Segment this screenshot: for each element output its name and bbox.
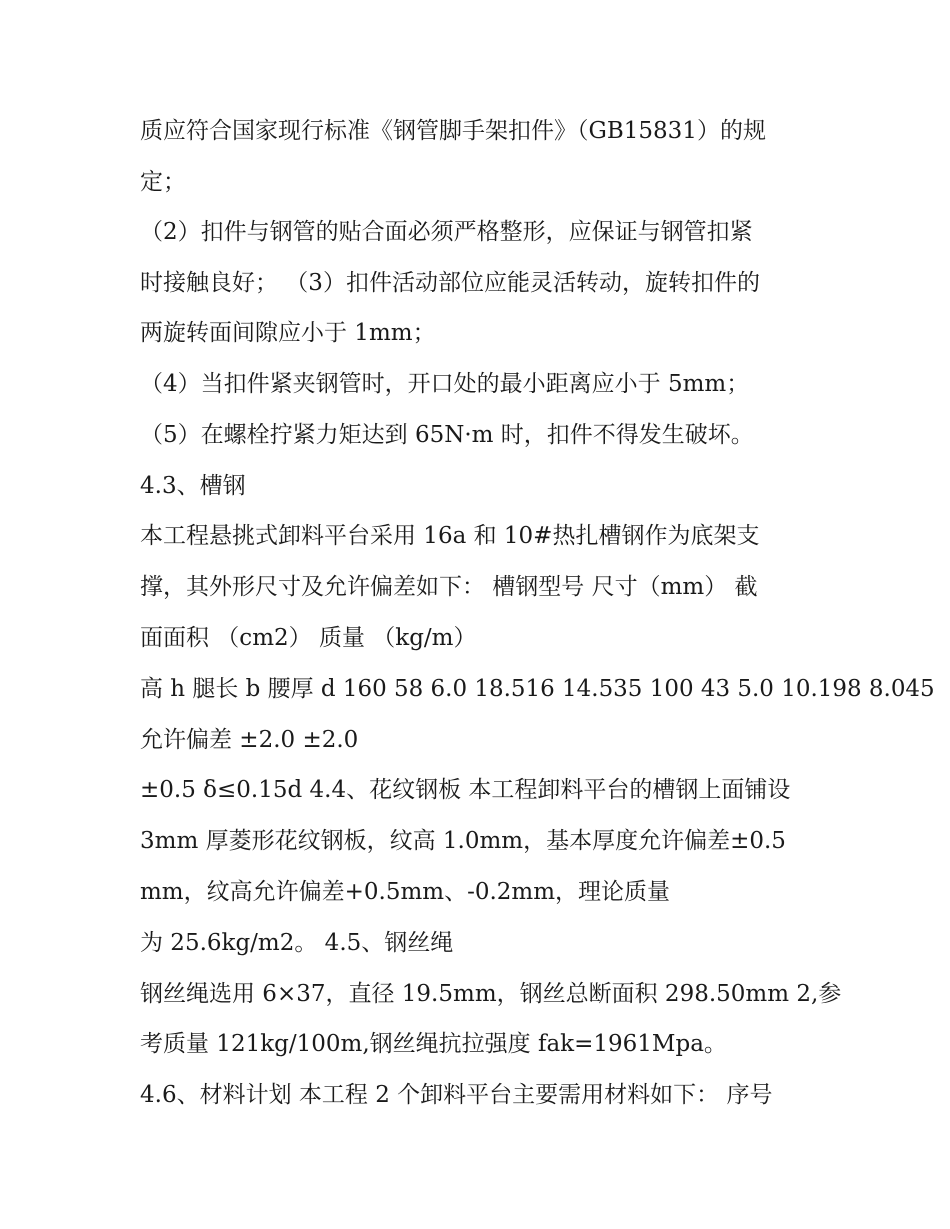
- text-line: 为 25.6kg/m2。 4.5、钢丝绳: [140, 930, 454, 956]
- section-heading: 4.3、槽钢: [140, 473, 246, 499]
- text-line: 本工程悬挑式卸料平台采用 16a 和 10#热扎槽钢作为底架支: [140, 523, 760, 549]
- text-line: （2）扣件与钢管的贴合面必须严格整形，应保证与钢管扣紧: [140, 219, 753, 245]
- text-line: mm，纹高允许偏差+0.5mm、-0.2mm，理论质量: [140, 879, 671, 905]
- text-line: 两旋转面间隙应小于 1mm；: [140, 320, 436, 346]
- text-line: 允许偏差 ±2.0 ±2.0: [140, 727, 359, 753]
- text-line: 定；: [140, 169, 186, 195]
- text-line: 钢丝绳选用 6×37，直径 19.5mm，钢丝总断面积 298.50mm 2,参: [140, 981, 842, 1007]
- text-line: 撑，其外形尺寸及允许偏差如下： 槽钢型号 尺寸（mm） 截: [140, 574, 758, 600]
- text-line: 考质量 121kg/100m,钢丝绳抗拉强度 fak=1961Mpa。: [140, 1031, 727, 1057]
- text-line: 时接触良好； （3）扣件活动部位应能灵活转动，旋转扣件的: [140, 270, 760, 296]
- text-line: 4.6、材料计划 本工程 2 个卸料平台主要需用材料如下： 序号: [140, 1082, 773, 1108]
- text-line: （4）当扣件紧夹钢管时，开口处的最小距离应小于 5mm；: [140, 371, 750, 397]
- text-line: ±0.5 δ≤0.15d 4.4、花纹钢板 本工程卸料平台的槽钢上面铺设: [140, 777, 791, 803]
- text-line: 高 h 腿长 b 腰厚 d 160 58 6.0 18.516 14.535 100 43 5.0 10.198 8.045: [140, 676, 935, 702]
- text-line: 面面积 （cm2） 质量 （kg/m）: [140, 625, 477, 651]
- text-line: 3mm 厚菱形花纹钢板，纹高 1.0mm，基本厚度允许偏差±0.5: [140, 828, 786, 854]
- text-line: （5）在螺栓拧紧力矩达到 65N·m 时，扣件不得发生破坏。: [140, 422, 754, 448]
- text-line: 质应符合国家现行标准《钢管脚手架扣件》（GB15831）的规: [140, 118, 766, 144]
